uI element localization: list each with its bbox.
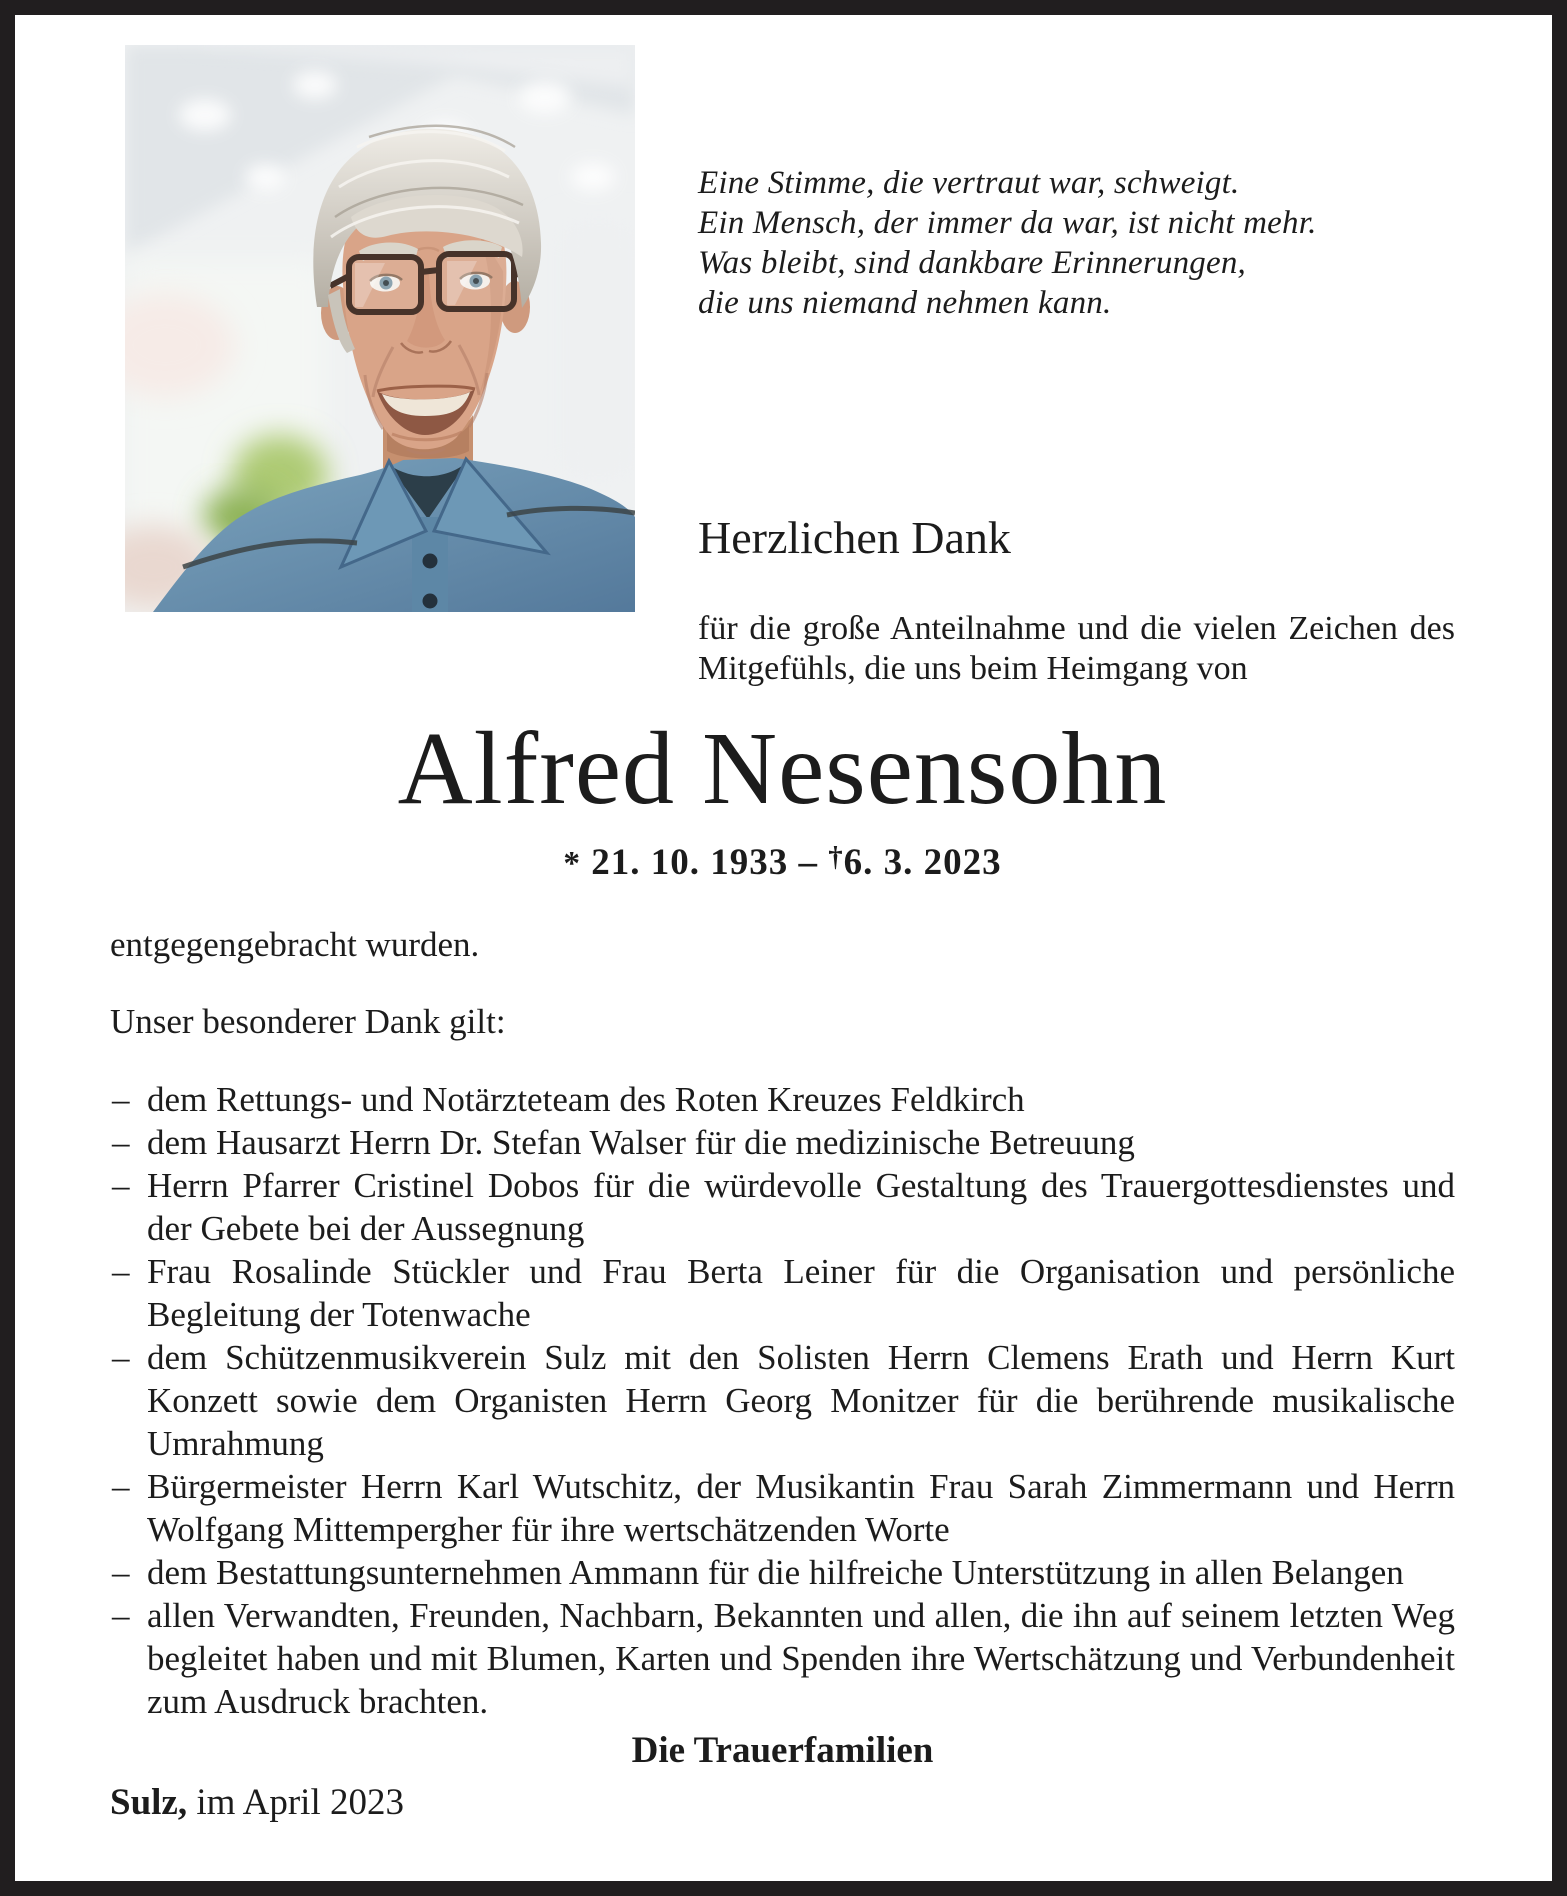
thanks-item-text: Bürgermeister Herrn Karl Wutschitz, der Musikantin Frau Sarah Zimmermann und Herrn Wolfgang Mittempergher für ihre wertschätzenden Worte	[147, 1467, 1455, 1550]
death-date: 6. 3. 2023	[843, 842, 1002, 884]
deceased-name: Alfred Nesensohn	[397, 711, 1168, 826]
thanks-item-text: Frau Rosalinde Stückler und Frau Berta Leiner für die Organisation und persönliche Begleitung der Totenwache	[147, 1252, 1455, 1335]
list-dash: –	[112, 1123, 130, 1163]
thanks-list-item	[110, 1551, 1455, 1594]
portrait-illustration	[125, 45, 635, 612]
top-section	[110, 45, 1455, 689]
thanks-list-item	[110, 1121, 1455, 1164]
closing-line: entgegengebracht wurden.	[110, 925, 480, 965]
list-dash: –	[112, 1467, 130, 1507]
list-dash: –	[112, 1338, 130, 1378]
poem-line: Ein Mensch, der immer da war, ist nicht mehr.	[698, 205, 1317, 241]
thanks-list	[110, 1078, 1455, 1723]
list-dash: –	[112, 1596, 130, 1636]
thanks-list-item	[110, 1594, 1455, 1723]
intro-paragraph: für die große Anteilnahme und die vielen Zeichen des Mitgefühls, die uns beim Heimgang von	[698, 610, 1455, 687]
thanks-item-text: dem Rettungs- und Notärzteteam des Roten Kreuzes Feldkirch	[147, 1080, 1025, 1120]
birth-symbol: *	[563, 845, 581, 883]
life-dates	[110, 841, 1455, 884]
upper-right-column	[698, 45, 1455, 689]
thanks-heading: Herzlichen Dank	[698, 512, 1011, 563]
place-name: Sulz,	[110, 1782, 188, 1824]
thanks-list-item	[110, 1164, 1455, 1250]
death-symbol: †	[828, 841, 844, 873]
thanks-list-intro: Unser besonderer Dank gilt:	[110, 1002, 506, 1042]
list-dash: –	[112, 1553, 130, 1593]
thanks-list-item	[110, 1078, 1455, 1121]
thanks-item-text: dem Bestattungsunternehmen Ammann für die hilfreiche Unterstützung in allen Belangen	[147, 1553, 1404, 1593]
thanks-list-item	[110, 1250, 1455, 1336]
thanks-list-item	[110, 1465, 1455, 1551]
list-dash: –	[112, 1166, 130, 1206]
poem-line: Eine Stimme, die vertraut war, schweigt.	[698, 165, 1240, 201]
thanks-list-item	[110, 1336, 1455, 1465]
list-dash: –	[112, 1252, 130, 1292]
poem-line: Was bleibt, sind dankbare Erinnerungen,	[698, 245, 1246, 281]
list-dash: –	[112, 1080, 130, 1120]
birth-date: 21. 10. 1933	[591, 842, 789, 884]
thanks-item-text: dem Hausarzt Herrn Dr. Stefan Walser für die medizinische Betreuung	[147, 1123, 1135, 1163]
signature-line: Die Trauerfamilien	[631, 1730, 934, 1772]
thanks-item-text: Herrn Pfarrer Cristinel Dobos für die würdevolle Gestaltung des Trauergottesdienstes und der Gebete bei der Aussegnung	[147, 1166, 1455, 1249]
date-text: im April 2023	[196, 1782, 404, 1824]
obituary-content	[15, 15, 1552, 1825]
thanks-item-text: allen Verwandten, Freunden, Nachbarn, Bekannten und allen, die ihn auf seinem letzten Weg begleitet haben und mit Blumen, Karten und Spenden ihre Wertschätzung und Verbundenheit zum Ausdruck brachten.	[147, 1596, 1455, 1722]
thanks-item-text: dem Schützenmusikverein Sulz mit den Solisten Herrn Clemens Erath und Herrn Kurt Konzett sowie dem Organisten Herrn Georg Monitzer für die berührende musikalische Umrahmung	[147, 1338, 1455, 1464]
place-date-line	[110, 1781, 1455, 1825]
portrait-photo	[125, 45, 635, 612]
poem-line: die uns niemand nehmen kann.	[698, 285, 1112, 321]
dates-separator: –	[798, 842, 818, 884]
memorial-poem	[698, 163, 1455, 323]
